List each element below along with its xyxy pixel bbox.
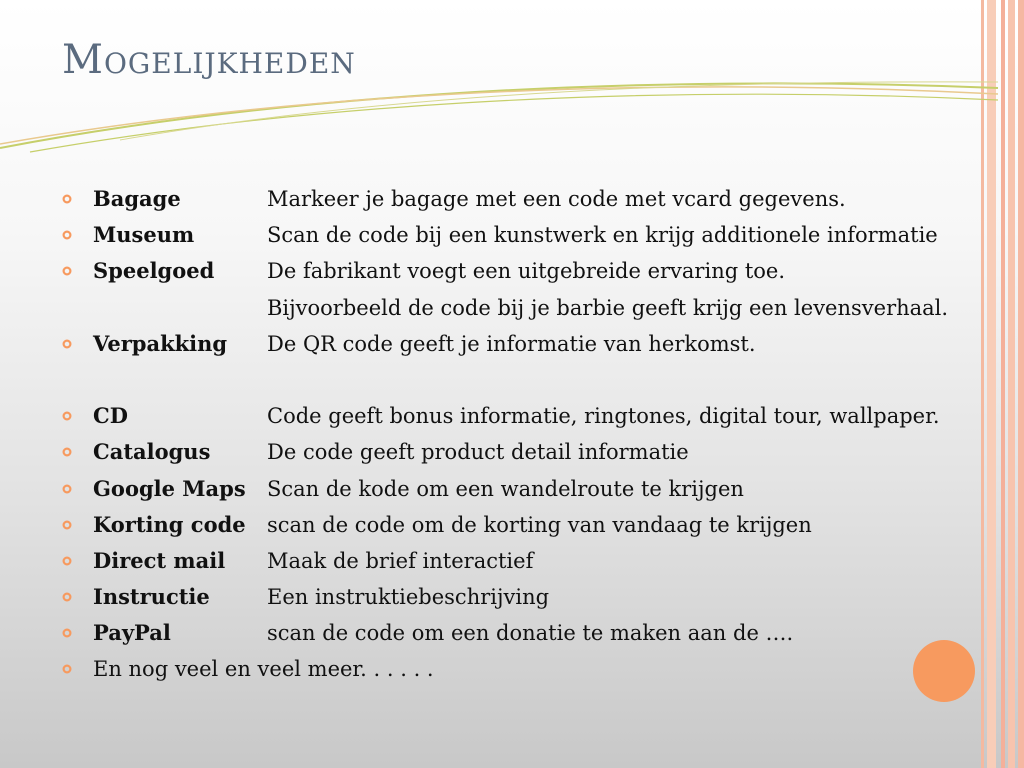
item-description: De code geeft product detail informatie <box>267 440 689 465</box>
item-term: Google Maps <box>93 475 246 501</box>
list-item <box>62 398 1022 434</box>
list-item <box>62 326 1022 362</box>
item-term: PayPal <box>93 620 171 646</box>
item-description: Scan de kode om een wandelroute te krijgen <box>267 476 744 501</box>
list-item-continuation <box>62 290 1022 326</box>
bullet-icon <box>62 628 72 638</box>
item-description: Markeer je bagage met een code met vcard gegevens. <box>267 187 846 211</box>
list-item-footer <box>62 651 1022 687</box>
item-description: De fabrikant voegt een uitgebreide ervaring toe. <box>267 259 786 284</box>
bullet-icon <box>62 194 72 204</box>
item-term: Direct mail <box>93 547 226 573</box>
list-item <box>62 615 1022 651</box>
list-item <box>62 253 1022 289</box>
item-description: scan de code om een donatie te maken aan de …. <box>267 621 794 646</box>
swoosh-line <box>0 83 998 148</box>
swoosh-line <box>30 94 998 152</box>
item-description: Scan de code bij een kunstwerk en krijg additionele informatie <box>267 223 938 248</box>
item-term: Museum <box>93 222 195 248</box>
item-term: Catalogus <box>93 439 211 465</box>
bullet-icon <box>62 664 72 674</box>
bullet-list <box>62 181 1022 688</box>
item-term: Speelgoed <box>93 258 215 284</box>
item-term: Verpakking <box>93 330 228 356</box>
item-description: Een instruktiebeschrijving <box>267 585 550 610</box>
bullet-icon <box>62 411 72 421</box>
item-description: Bijvoorbeeld de code bij je barbie geeft krijg een levensverhaal. <box>267 295 949 320</box>
item-term: Korting code <box>93 511 246 537</box>
bullet-icon <box>62 230 72 240</box>
item-description: Code geeft bonus informatie, ringtones, digital tour, wallpaper. <box>267 404 940 429</box>
orange-circle <box>913 640 975 702</box>
list-item <box>62 434 1022 470</box>
list-item <box>62 471 1022 507</box>
bullet-icon <box>62 339 72 349</box>
bullet-icon <box>62 447 72 457</box>
item-description: scan de code om de korting van vandaag te krijgen <box>267 512 812 537</box>
item-term: Instructie <box>93 584 210 610</box>
item-term: CD <box>93 403 128 429</box>
bullet-icon <box>62 484 72 494</box>
list-item <box>62 217 1022 253</box>
bullet-icon <box>62 266 72 276</box>
list-item <box>62 507 1022 543</box>
spacer <box>62 362 1022 398</box>
item-description: De QR code geeft je informatie van herkomst. <box>267 331 756 356</box>
bullet-icon <box>62 520 72 530</box>
list-item <box>62 181 1022 217</box>
slide-title: Mogelijkheden <box>62 37 356 83</box>
bullet-icon <box>62 556 72 566</box>
item-description: Maak de brief interactief <box>267 548 534 573</box>
footer-text: En nog veel en veel meer. . . . . . <box>93 657 434 682</box>
list-item <box>62 543 1022 579</box>
bullet-icon <box>62 592 72 602</box>
list-item <box>62 579 1022 615</box>
item-term: Bagage <box>93 186 181 211</box>
